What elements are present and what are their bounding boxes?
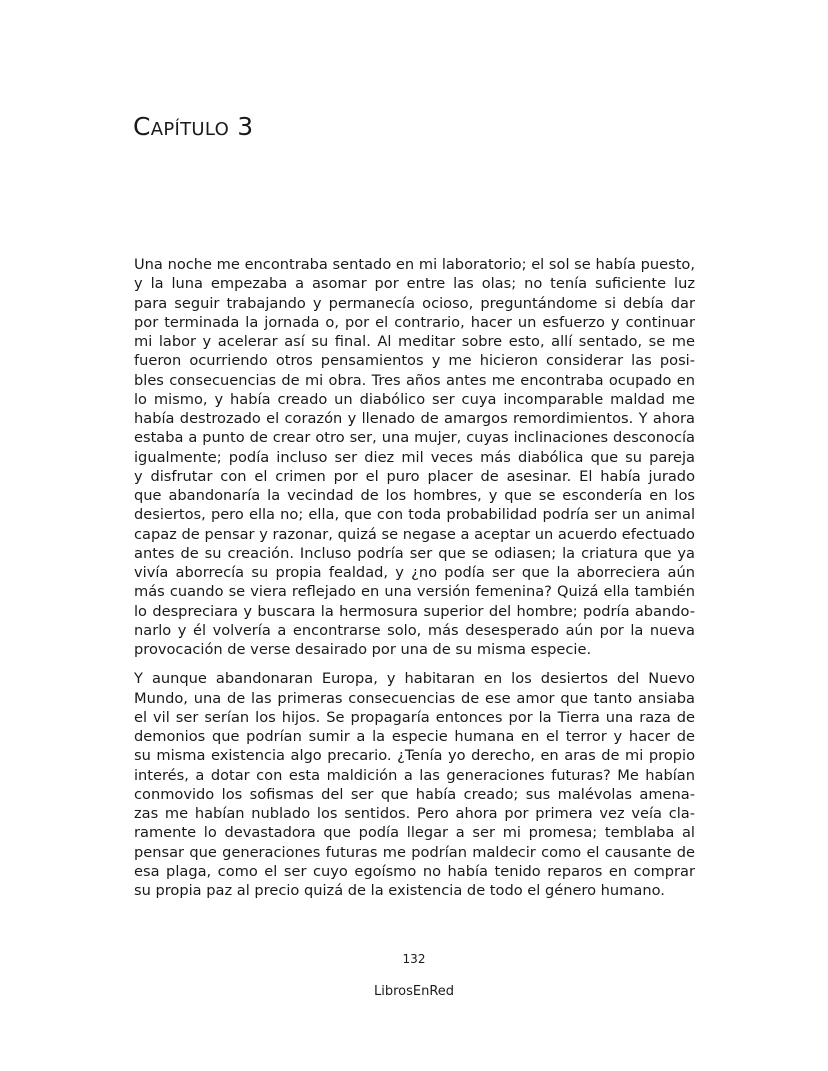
text-line: mi labor y acelerar así su final. Al meditar sobre esto, allí sentado, se me bbox=[134, 333, 695, 350]
text-line: pensar que generaciones futuras me podrían maldecir como el causante de bbox=[134, 843, 695, 861]
text-line: su propia paz al precio quizá de la existencia de todo el género humano. bbox=[134, 882, 665, 899]
chapter-title: Capítulo 3 bbox=[133, 112, 254, 141]
text-line: lo mismo, y había creado un diabólico ser cuya incomparable maldad me bbox=[134, 390, 695, 408]
text-line: conmovido los sofismas del ser que había creado; sus malévolas amena- bbox=[134, 785, 695, 803]
text-line: para seguir trabajando y permanecía ocioso, preguntándome si debía dar bbox=[134, 294, 695, 312]
publisher-footer: LibrosEnRed bbox=[373, 984, 455, 999]
text-line: antes de su creación. Incluso podría ser que se odiasen; la criatura que ya bbox=[134, 544, 695, 562]
text-line: y la luna empezaba a asomar por entre las olas; no tenía suficiente luz bbox=[134, 275, 695, 293]
text-line: igualmente; podía incluso ser diez mil veces más diabólica que su pareja bbox=[134, 448, 695, 466]
text-line: más cuando se viera reflejado en una versión femenina? Quizá ella también bbox=[134, 583, 695, 601]
text-line: vivía aborrecía su propia fealdad, y ¿no podía ser que la aborreciera aún bbox=[134, 564, 695, 581]
text-line: esa plaga, como el ser cuyo egoísmo no había tenido reparos en comprar bbox=[134, 862, 695, 880]
text-line: demonios que podrían sumir a la especie humana en el terror y hacer de bbox=[134, 728, 695, 745]
text-line: estaba a punto de crear otro ser, una mujer, cuyas inclinaciones desconocía bbox=[134, 429, 695, 447]
text-line: que abandonaría la vecindad de los hombres, y que se escondería en los bbox=[134, 487, 695, 504]
text-line: interés, a dotar con esta maldición a las generaciones futuras? Me habían bbox=[134, 766, 695, 784]
paragraph bbox=[134, 255, 695, 659]
text-line: lo despreciara y buscara la hermosura superior del hombre; podría abando- bbox=[134, 602, 695, 620]
text-line: había destrozado el corazón y llenado de amargos remordimientos. Y ahora bbox=[134, 410, 695, 427]
text-line: capaz de pensar y razonar, quizá se negase a aceptar un acuerdo efectuado bbox=[134, 525, 695, 543]
text-line: ramente lo devastadora que podía llegar a ser mi promesa; temblaba al bbox=[134, 824, 695, 842]
text-line: y disfrutar con el crimen por el puro placer de asesinar. El había jurado bbox=[134, 467, 695, 485]
text-line: fueron ocurriendo otros pensamientos y me hicieron considerar las posi- bbox=[134, 352, 695, 370]
body-text bbox=[134, 255, 695, 900]
text-line: por terminada la jornada o, por el contrario, hacer un esfuerzo y continuar bbox=[134, 313, 695, 331]
text-line: desiertos, pero ella no; ella, que con toda probabilidad podría ser un animal bbox=[134, 506, 695, 524]
paragraph bbox=[134, 669, 695, 900]
text-line: Y aunque abandonaran Europa, y habitaran en los desiertos del Nuevo bbox=[134, 670, 695, 688]
text-line: Una noche me encontraba sentado en mi laboratorio; el sol se había puesto, bbox=[134, 256, 695, 273]
text-line: el vil ser serían los hijos. Se propagaría entonces por la Tierra una raza de bbox=[134, 708, 695, 726]
text-line: bles consecuencias de mi obra. Tres años antes me encontraba ocupado en bbox=[134, 371, 695, 389]
text-line: Mundo, una de las primeras consecuencias de ese amor que tanto ansiaba bbox=[134, 689, 695, 707]
text-line: zas me habían nublado los sentidos. Pero ahora por primera vez veía cla- bbox=[134, 805, 695, 822]
page-number: 132 bbox=[402, 952, 426, 966]
text-line: provocación de verse desairado por una de su misma especie. bbox=[134, 641, 592, 658]
text-line: narlo y él volvería a encontrarse solo, más desesperado aún por la nueva bbox=[134, 621, 695, 639]
text-line: su misma existencia algo precario. ¿Tenía yo derecho, en aras de mi propio bbox=[134, 747, 695, 765]
